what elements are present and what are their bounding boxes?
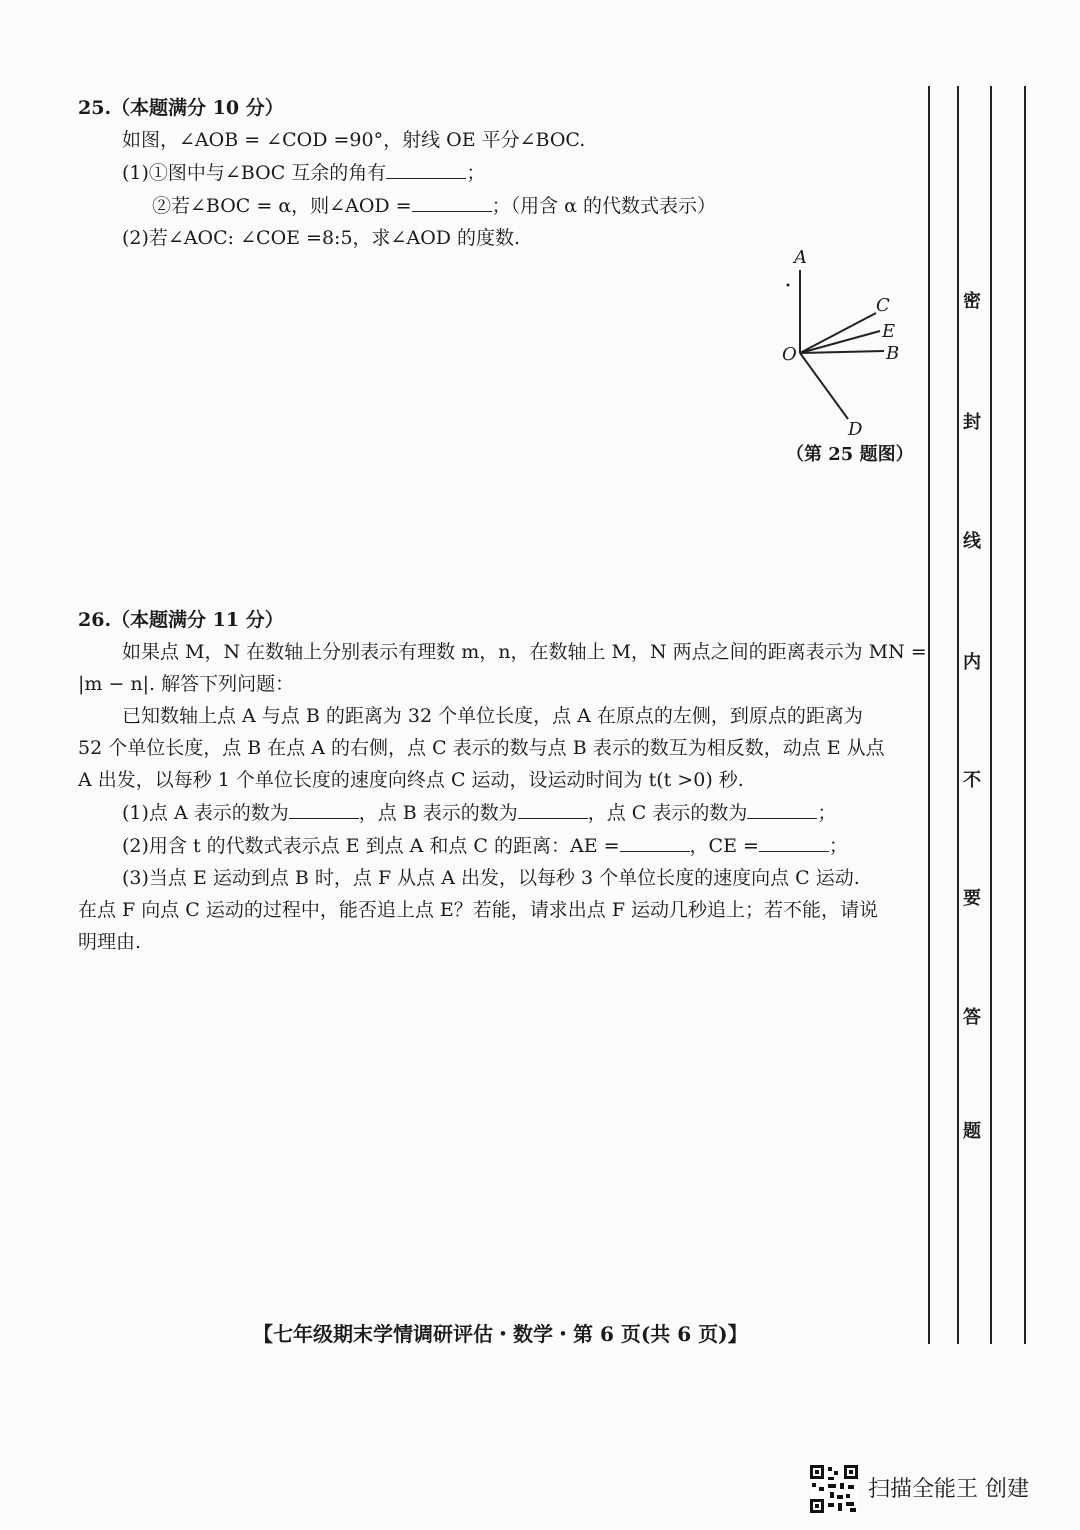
seal-line-border-3 bbox=[990, 86, 992, 1344]
label-c: C bbox=[876, 295, 890, 316]
q26-part2 bbox=[78, 829, 908, 862]
q25-part2: (2)若∠AOC: ∠COE =8:5，求∠AOD 的度数. bbox=[122, 227, 521, 249]
answer-blank[interactable] bbox=[759, 829, 829, 852]
q26-part1-c: ，点 C 表示的数为 bbox=[587, 802, 748, 824]
ray-oe bbox=[800, 331, 880, 353]
seal-char: 答 bbox=[963, 1007, 981, 1028]
figure-caption: （第 25 题图） bbox=[786, 444, 914, 465]
q26-part3-1: (3)当点 E 运动到点 B 时，点 F 从点 A 出发，以每秒 3 个单位长度的速度向点 C 运动. bbox=[122, 867, 860, 889]
label-a: A bbox=[794, 247, 807, 268]
seal-char: 密 bbox=[963, 291, 981, 312]
answer-blank[interactable] bbox=[620, 829, 690, 852]
answer-blank[interactable] bbox=[747, 796, 817, 819]
q26-part1-b: ，点 B 表示的数为 bbox=[358, 802, 518, 824]
scanner-watermark: 扫描全能王 创建 bbox=[868, 1477, 1029, 1502]
q26-header: 26.（本题满分 11 分） bbox=[78, 609, 284, 631]
q26-part1 bbox=[78, 796, 908, 829]
q26-part3-3: 明理由. bbox=[78, 931, 142, 953]
answer-blank[interactable] bbox=[289, 796, 359, 819]
answer-blank[interactable] bbox=[412, 189, 492, 212]
seal-char: 要 bbox=[963, 888, 981, 909]
q25-part1-b-suffix: ；（用含 α 的代数式表示） bbox=[491, 195, 717, 217]
q26-intro-2: |m − n|. 解答下列问题： bbox=[78, 673, 295, 695]
qr-code-icon bbox=[810, 1465, 858, 1513]
q25-part1-b bbox=[78, 189, 908, 222]
q26-condition-1: 已知数轴上点 A 与点 B 的距离为 32 个单位长度，点 A 在原点的左侧，到原点的距离为 bbox=[122, 705, 863, 727]
answer-blank[interactable] bbox=[386, 156, 466, 179]
seal-line-border-2 bbox=[957, 86, 959, 1344]
seal-char: 线 bbox=[963, 531, 981, 552]
seal-line-border-4 bbox=[1024, 86, 1026, 1344]
seal-char: 封 bbox=[963, 412, 981, 433]
page-footer: 【七年级期末学情调研评估・数学・第 6 页(共 6 页)】 bbox=[253, 1322, 748, 1346]
q26-condition-2: 52 个单位长度，点 B 在点 A 的右侧，点 C 表示的数与点 B 表示的数互为相反数，动点 E 从点 bbox=[78, 737, 885, 759]
question-25 bbox=[78, 92, 908, 254]
q26-part1-a: (1)点 A 表示的数为 bbox=[122, 802, 289, 824]
ray-od bbox=[800, 353, 848, 419]
q26-part1-end: ； bbox=[817, 802, 837, 824]
q26-condition-3: A 出发，以每秒 1 个单位长度的速度向终点 C 运动，设运动时间为 t(t >0) 秒. bbox=[78, 769, 744, 791]
seal-line-border-1 bbox=[928, 86, 930, 1344]
dot-mark bbox=[787, 284, 790, 287]
q25-part1-a-suffix: ； bbox=[466, 162, 486, 184]
q25-part1-b-text: ②若∠BOC = α，则∠AOD = bbox=[152, 195, 412, 217]
q26-part2-a: (2)用含 t 的代数式表示点 E 到点 A 和点 C 的距离：AE = bbox=[122, 835, 620, 857]
label-d: D bbox=[848, 419, 863, 440]
q25-part1-a-text: (1)①图中与∠BOC 互余的角有 bbox=[122, 162, 387, 184]
question-26 bbox=[78, 604, 927, 958]
angle-figure bbox=[770, 245, 920, 470]
q25-part1-a bbox=[78, 156, 908, 189]
q26-part2-b: ，CE = bbox=[689, 835, 759, 857]
ray-oc bbox=[800, 313, 876, 353]
label-e: E bbox=[882, 321, 896, 342]
q26-intro-1: 如果点 M，N 在数轴上分别表示有理数 m，n，在数轴上 M，N 两点之间的距离表示为 MN = bbox=[122, 641, 927, 663]
q26-part3-2: 在点 F 向点 C 运动的过程中，能否追上点 E？若能，请求出点 F 运动几秒追上；若不能，请说 bbox=[78, 899, 879, 921]
q26-part2-end: ； bbox=[828, 835, 848, 857]
seal-char: 内 bbox=[963, 652, 981, 673]
label-b: B bbox=[886, 343, 900, 364]
seal-char: 不 bbox=[963, 770, 981, 791]
answer-blank[interactable] bbox=[518, 796, 588, 819]
q25-stem: 如图，∠AOB = ∠COD =90°，射线 OE 平分∠BOC. bbox=[122, 129, 586, 151]
q25-header: 25.（本题满分 10 分） bbox=[78, 97, 284, 119]
seal-char: 题 bbox=[963, 1121, 981, 1142]
label-o: O bbox=[782, 344, 797, 365]
ray-ob bbox=[800, 351, 884, 353]
